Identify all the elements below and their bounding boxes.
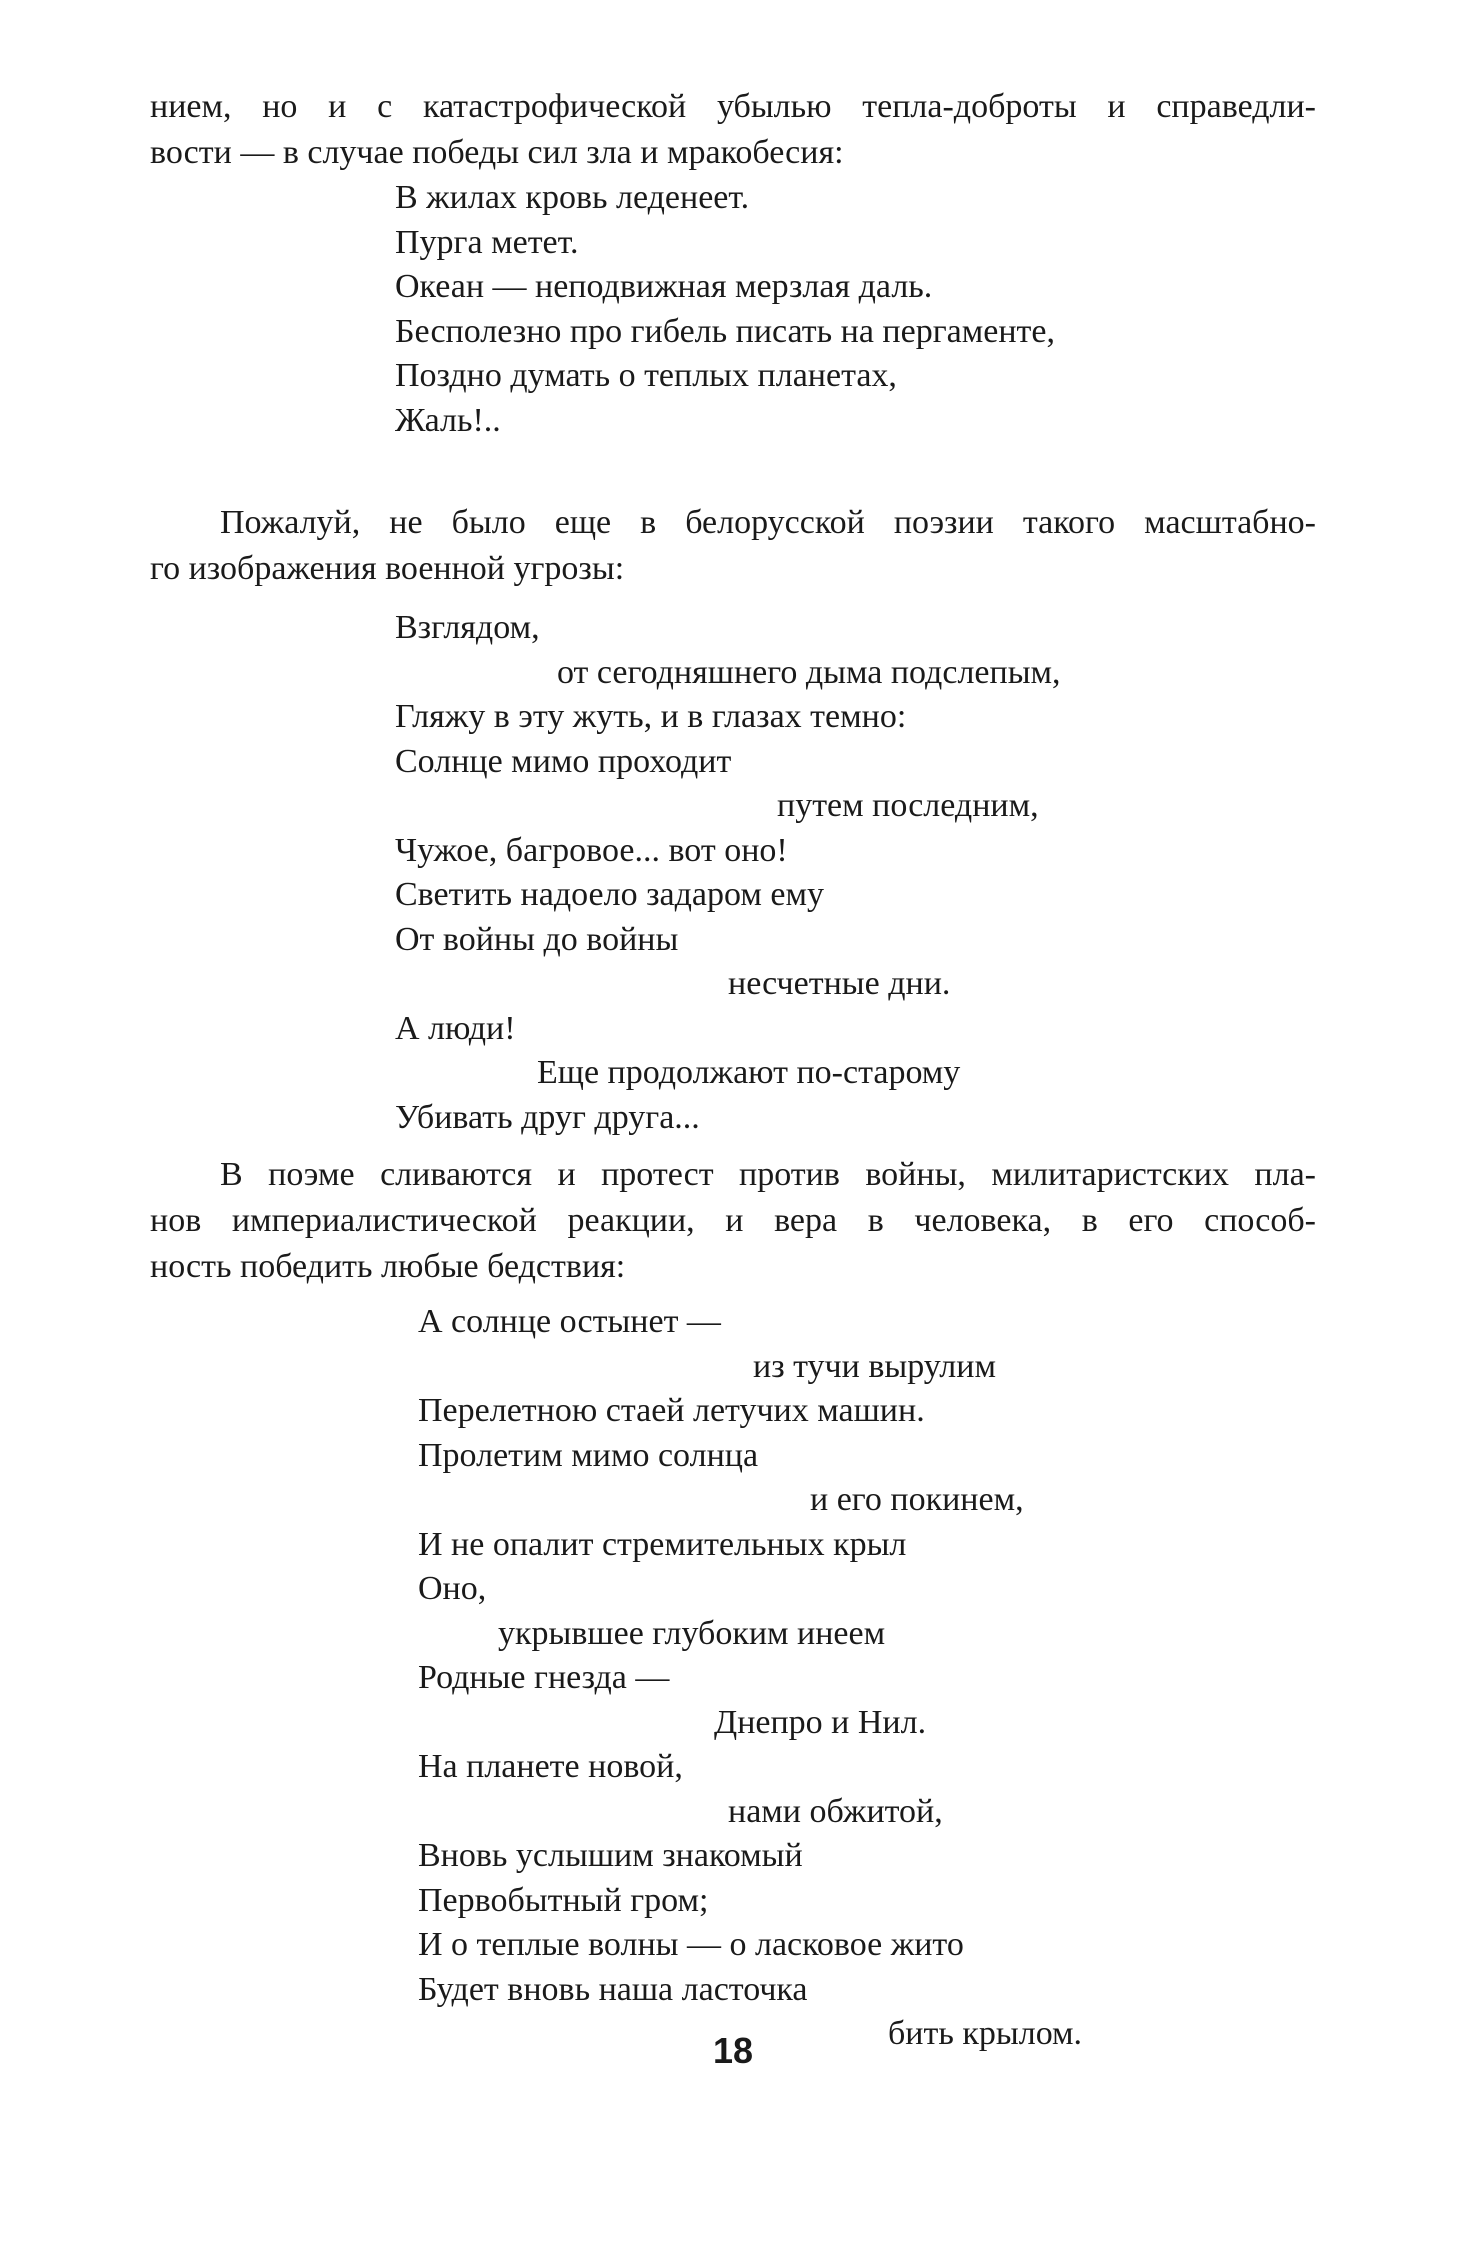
verse-line: От войны до войны <box>395 920 679 958</box>
verse-line: На планете новой, <box>418 1748 683 1785</box>
verse-line: Солнце мимо проходит <box>395 742 732 780</box>
page-number: 18 <box>712 2030 754 2071</box>
verse-line: от сегодняшнего дыма подслепым, <box>557 653 1061 691</box>
verse-line: Еще продолжают по-старому <box>537 1054 961 1091</box>
verse-line: Первобытный гром; <box>418 1881 709 1919</box>
verse-line: Вновь услышим знакомый <box>418 1837 803 1874</box>
verse-line: А солнце остынет — <box>418 1303 721 1340</box>
verse-line: Будет вновь наша ласточка <box>418 1970 808 2008</box>
verse-line: Океан — неподвижная мерзлая даль. <box>395 268 933 305</box>
paragraph-line: Пожалуй, не было еще в белорусской поэзии такого масштабно- <box>220 504 1316 541</box>
paragraph-military-threat <box>150 500 1316 592</box>
paragraph-line: нием, но и с катастрофической убылью тепла-доброты и справедли- <box>150 88 1316 125</box>
verse-line: путем последним, <box>777 787 1039 824</box>
verse-line: Чужое, багровое... вот оно! <box>395 831 788 869</box>
verse-line: нами обжитой, <box>728 1792 943 1830</box>
verse-line: Светить надоело задаром ему <box>395 876 824 913</box>
verse-line: из тучи вырулим <box>753 1347 996 1385</box>
paragraph-intro <box>150 84 1316 176</box>
verse-line: А люди! <box>395 1009 516 1047</box>
verse-line: Взглядом, <box>395 609 540 646</box>
verse-line: Жаль!.. <box>395 401 501 439</box>
verse-line: Поздно думать о теплых планетах, <box>395 357 897 394</box>
verse-line: Перелетною стаей летучих машин. <box>418 1392 925 1429</box>
paragraph-line: нов империалистической реакции, и вера в человека, в его способ- <box>150 1202 1316 1239</box>
paragraph-line: го изображения военной угрозы: <box>150 550 625 587</box>
verse-line: Убивать друг друга... <box>395 1098 700 1136</box>
paragraph-line: В поэме сливаются и протест против войны, милитаристских пла- <box>220 1156 1316 1193</box>
verse-block-2 <box>395 606 1061 1140</box>
verse-line: несчетные дни. <box>728 965 951 1002</box>
verse-line: И о теплые волны — о ласковое жито <box>418 1926 964 1963</box>
verse-block-1 <box>395 176 1055 443</box>
verse-line: Пурга метет. <box>395 223 579 261</box>
paragraph-line: ность победить любые бедствия: <box>150 1248 626 1285</box>
verse-line: Гляжу в эту жуть, и в глазах темно: <box>395 698 907 735</box>
verse-line: Днепро и Нил. <box>714 1703 927 1741</box>
verse-line: В жилах кровь леденеет. <box>395 179 750 216</box>
verse-line: Бесполезно про гибель писать на пергаменте, <box>395 312 1055 350</box>
verse-line: бить крылом. <box>888 2015 1083 2052</box>
paragraph-poem-theme <box>150 1152 1316 1290</box>
verse-line: И не опалит стремительных крыл <box>418 1525 907 1563</box>
verse-line: укрывшее глубоким инеем <box>498 1614 886 1652</box>
verse-line: Пролетим мимо солнца <box>418 1436 759 1474</box>
paragraph-line: вости — в случае победы сил зла и мракобесия: <box>150 134 844 171</box>
verse-line: Оно, <box>418 1570 487 1607</box>
verse-block-3 <box>418 1300 1082 2057</box>
verse-line: Родные гнезда — <box>418 1659 670 1696</box>
verse-line: и его покинем, <box>810 1481 1024 1518</box>
